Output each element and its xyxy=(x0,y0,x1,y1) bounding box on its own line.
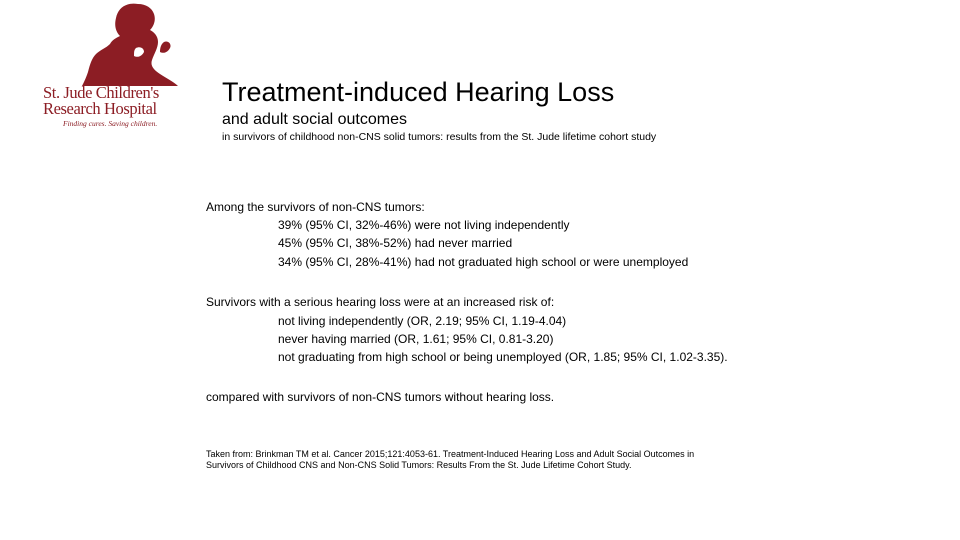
slide-title: Treatment-induced Hearing Loss xyxy=(222,77,615,107)
section2-item: not graduating from high school or being unemployed (OR, 1.85; 95% CI, 1.02-3.35). xyxy=(278,350,728,364)
citation-line2: Survivors of Childhood CNS and Non-CNS Solid Tumors: Results From the St. Jude Lifetime Cohort Study. xyxy=(206,460,632,470)
section2-item: never having married (OR, 1.61; 95% CI, 0.81-3.20) xyxy=(278,332,554,346)
logo-text-line1: St. Jude Children's xyxy=(43,83,159,102)
logo-text-line2: Research Hospital xyxy=(43,99,157,118)
comparison-text: compared with survivors of non-CNS tumors without hearing loss. xyxy=(206,390,555,404)
section1-item: 34% (95% CI, 28%-41%) had not graduated high school or were unemployed xyxy=(278,255,689,269)
citation-line1: Taken from: Brinkman TM et al. Cancer 2015;121:4053-61. Treatment-Induced Hearing Loss and Adult Social Outcomes in xyxy=(206,449,695,459)
section2-item: not living independently (OR, 2.19; 95% CI, 1.19-4.04) xyxy=(278,314,567,328)
section1-item: 45% (95% CI, 38%-52%) had never married xyxy=(278,236,513,250)
st-jude-logo xyxy=(38,2,180,132)
citation xyxy=(206,449,694,471)
section2-intro: Survivors with a serious hearing loss were at an increased risk of: xyxy=(206,295,555,309)
section1-item: 39% (95% CI, 32%-46%) were not living independently xyxy=(278,218,570,232)
logo-tagline: Finding cures. Saving children. xyxy=(63,119,158,128)
child-praying-logo-icon xyxy=(80,2,180,88)
slide-subtitle: and adult social outcomes xyxy=(222,111,407,128)
slide-subsubtitle: in survivors of childhood non-CNS solid tumors: results from the St. Jude lifetime cohort study xyxy=(222,131,657,143)
section1-intro: Among the survivors of non-CNS tumors: xyxy=(206,200,425,214)
